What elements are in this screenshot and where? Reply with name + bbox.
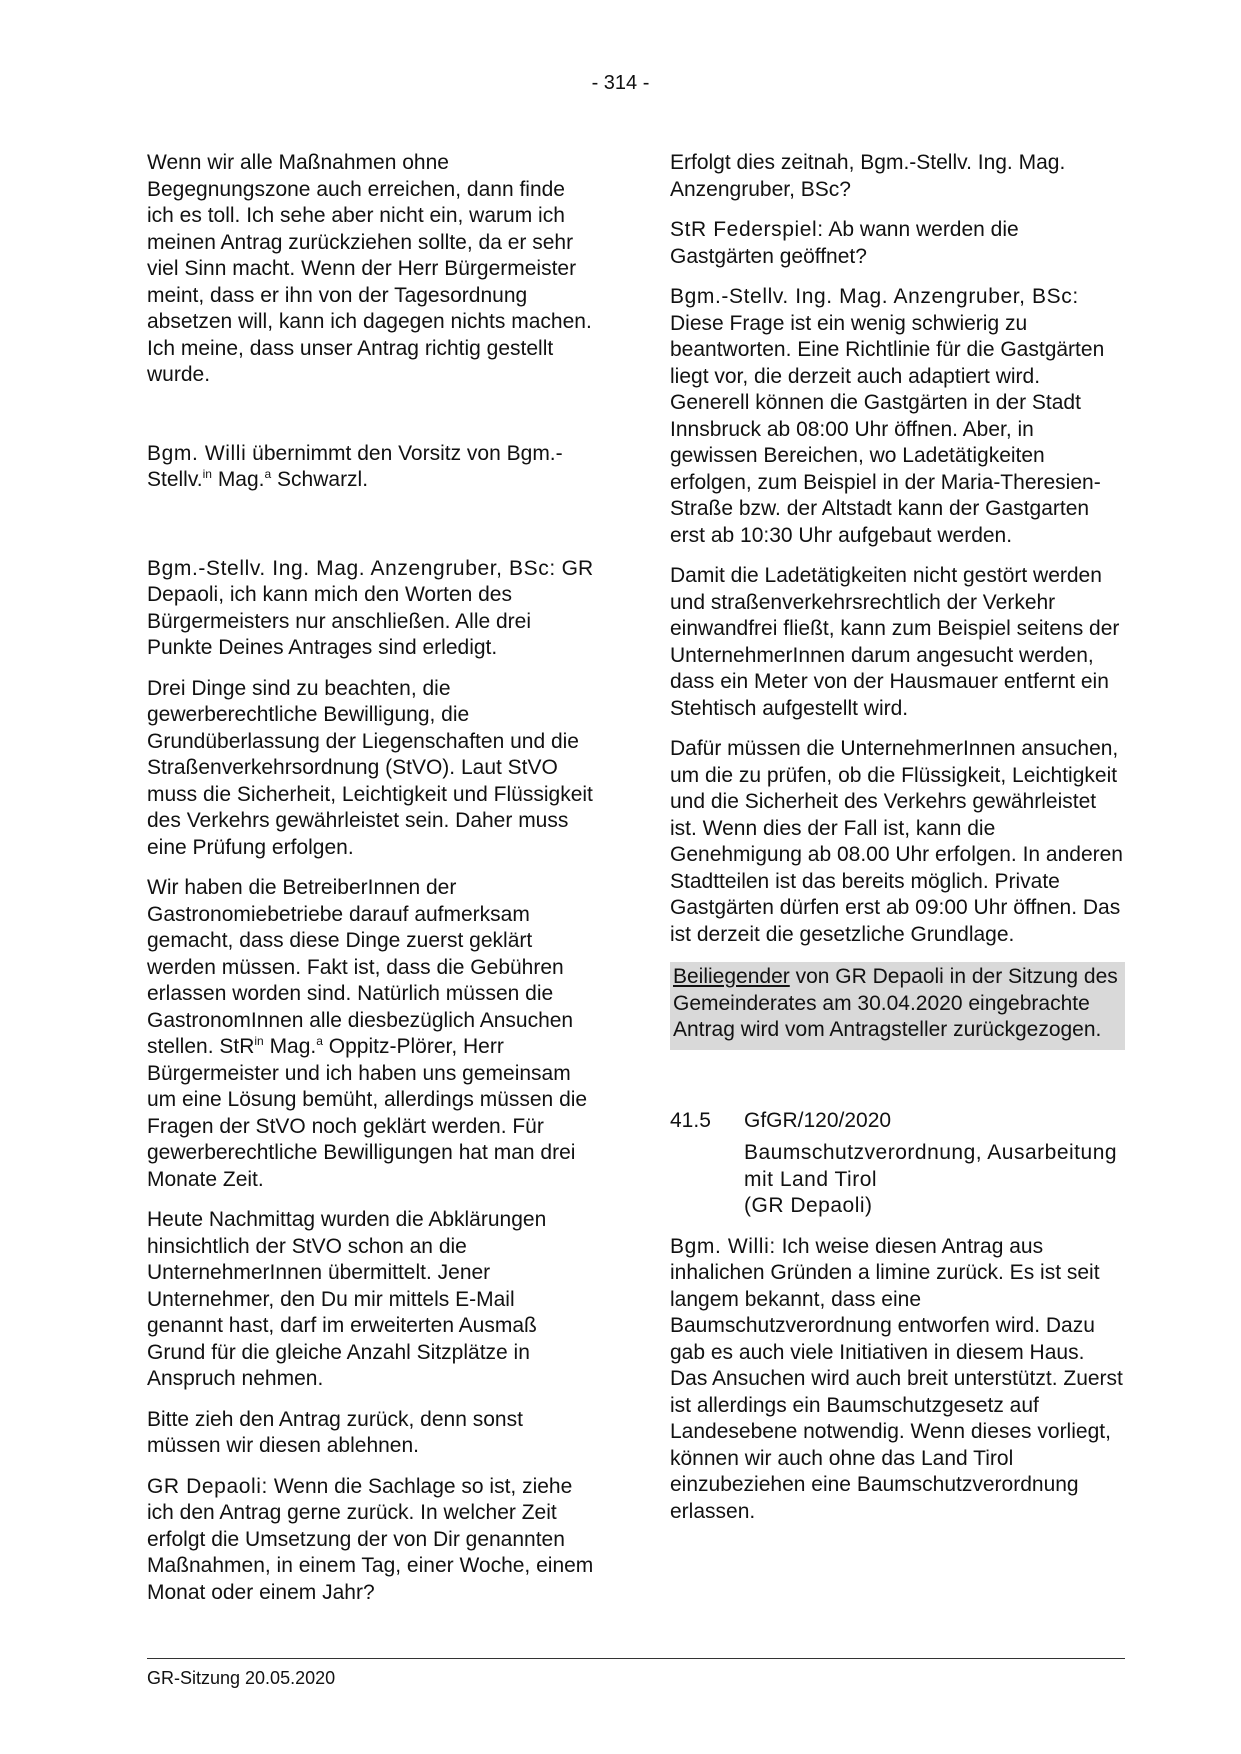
paragraph-speech [147,1474,595,1607]
speaker-name: Bgm.-Stellv. Ing. Mag. Anzengruber, BSc: [670,285,1079,308]
paragraph-text: übernimmt den Vorsitz von Bgm.-Stellv. [147,441,563,491]
footer-text: GR-Sitzung 20.05.2020 [147,1668,336,1688]
paragraph-text: Schwarzl. [271,468,369,491]
page-number: - 314 - [591,72,650,94]
superscript: a [264,467,272,481]
paragraph: Erfolgt dies zeitnah, Bgm.-Stellv. Ing. Mag. Anzengruber, BSc? [670,151,1066,201]
agenda-item-number: 41.5 [670,1108,711,1132]
paragraph-text: Wir haben die BetreiberInnen der Gastronomiebetriebe darauf aufmerksam gemacht, dass diese Dinge zuerst geklärt werden müssen. Fakt ist, dass die Gebühren erlassen worden sind. Natürlich müssen die GastronomInnen alle diesbezüglich Ansuchen stellen. StR [147,876,574,1058]
footer-divider [147,1658,1125,1659]
paragraph-speech [670,217,1125,270]
paragraph-text: Diese Frage ist ein wenig schwierig zu beantworten. Eine Richtlinie für die Gastgärten liegt vor, die derzeit auch adaptiert wird. Generell können die Gastgärten in der Stadt Innsbruck ab 08:00 Uhr öffnen. Aber, in gewissen Bereichen, wo Ladetätigkeiten erfolgen, zum Beispiel in der Maria-Theresien-Straße bzw. der Altstadt kann der Gastgarten erst ab 10:30 Uhr aufgebaut werden. [670,311,1105,547]
speaker-name: Bgm. Willi [147,441,247,465]
paragraph-text: Oppitz-Plörer, Herr Bürgermeister und ich haben uns gemeinsam um eine Lösung bemüht, allerdings müssen die Fragen der StVO noch geklärt werden. Für gewerberechtliche Bewilligungen hat man drei Monate Zeit. [147,1035,588,1191]
paragraph-text: GR Depaoli, ich kann mich den Worten des Bürgermeisters nur anschließen. Alle drei Punkte Deines Antrages sind erledigt. [147,556,594,659]
decision-text: von GR Depaoli in der Sitzung des Gemeinderates am 30.04.2020 eingebrachte Antrag wird vom Antragsteller zurückgezogen. [673,965,1118,1041]
superscript: a [316,1034,323,1048]
paragraph-text: Wenn die Sachlage so ist, ziehe ich den Antrag gerne zurück. In welcher Zeit erfolgt die Umsetzung der von Dir genannten Maßnahmen, in einem Tag, einer Woche, einem Monat oder einem Jahr? [147,1474,594,1604]
paragraph: Damit die Ladetätigkeiten nicht gestört werden und straßenverkehrsrechtlich der Verkehr einwandfrei fließt, kann zum Beispiel seitens der UnternehmerInnen darum angesucht werden, dass ein Meter von der Hausmauer entfernt ein Stehtisch aufgestellt wird. [670,564,1120,720]
paragraph: Heute Nachmittag wurden die Abklärungen hinsichtlich der StVO schon an die UnternehmerInnen übermittelt. Jener Unternehmer, den Du mir mittels E-Mail genannt hast, darf im erweiterten Ausmaß Grund für die gleiche Anzahl Sitzplätze in Anspruch nehmen. [147,1208,547,1390]
agenda-item-title-line: Baumschutzverordnung, Ausarbeitung mit Land Tirol [744,1141,1118,1191]
paragraph-text: Mag. [263,1035,317,1058]
superscript: in [254,1034,264,1048]
paragraph-chair-change [147,441,595,494]
paragraph: Bitte zieh den Antrag zurück, denn sonst müssen wir diesen ablehnen. [147,1407,523,1457]
paragraph: Wenn wir alle Maßnahmen ohne Begegnungszone auch erreichen, dann finde ich es toll. Ich sehe aber nicht ein, warum ich meinen Antrag zurückziehen sollte, da er sehr viel Sinn macht. Wenn der Herr Bürgermeister meint, dass er ihn von der Tagesordnung absetzen will, kann ich dagegen nichts machen. Ich meine, dass unser Antrag richtig gestellt wurde. [147,151,592,386]
speaker-name: StR Federspiel: [670,218,824,241]
agenda-item-title [744,1140,1125,1220]
speaker-name: GR Depaoli: [147,1474,268,1498]
paragraph-speech [670,284,1125,549]
agenda-item [670,1108,1125,1220]
agenda-item-code: GfGR/120/2020 [744,1108,892,1132]
paragraph-text: Ich weise diesen Antrag aus inhalichen Gründen a limine zurück. Es ist seit langem bekannt, dass eine Baumschutzverordnung entworfen wird. Dazu gab es auch viele Initiativen in diesem Haus. Das Ansuchen wird auch breit unterstützt. Zuerst ist allerdings ein Baumschutzgesetz auf Landesebene notwendig. Wenn dieses vorliegt, können wir auch ohne das Land Tirol einzubeziehen eine Baumschutzverordnung erlassen. [670,1234,1123,1523]
superscript: in [202,467,212,481]
paragraph-text: Ab wann werden die Gastgärten geöffnet? [670,218,1019,268]
decision-underlined: Beiliegender [673,965,790,988]
paragraph [147,875,595,1193]
agenda-item-header [670,1108,1125,1135]
paragraph-speech [147,556,595,662]
decision-box [670,962,1125,1050]
paragraph-speech [670,1234,1125,1526]
speaker-name: Bgm. Willi: [670,1234,776,1258]
right-column [670,150,1125,1539]
paragraph-text: Mag. [211,468,265,491]
paragraph: Dafür müssen die UnternehmerInnen ansuchen, um die zu prüfen, ob die Flüssigkeit, Leichtigkeit und die Sicherheit des Verkehrs gewährleistet ist. Wenn dies der Fall ist, kann die Genehmigung ab 08.00 Uhr erfolgen. In anderen Stadtteilen ist das bereits möglich. Private Gastgärten dürfen erst ab 09:00 Uhr öffnen. Das ist derzeit die gesetzliche Grundlage. [670,737,1123,946]
speaker-name: Bgm.-Stellv. Ing. Mag. Anzengruber, BSc: [147,556,556,580]
left-column [147,150,595,1620]
paragraph: Drei Dinge sind zu beachten, die gewerberechtliche Bewilligung, die Grundüberlassung der Liegenschaften und die Straßenverkehrsordnung (StVO). Laut StVO muss die Sicherheit, Leichtigkeit und Flüssigkeit des Verkehrs gewährleistet sein. Daher muss eine Prüfung erfolgen. [147,676,593,859]
agenda-item-proposer: (GR Depaoli) [744,1194,873,1217]
